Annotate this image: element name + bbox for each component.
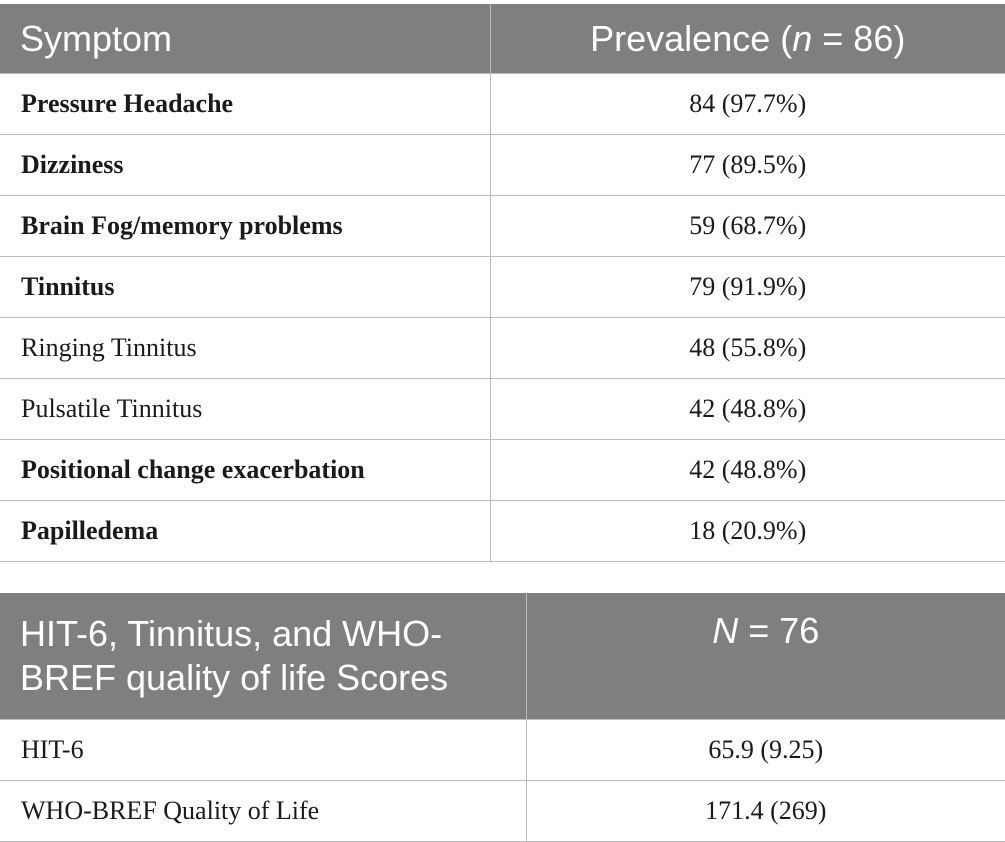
table-row: [0, 196, 1005, 257]
prevalence-value: 79 (91.9%): [490, 257, 1005, 318]
header-sample-size: [526, 593, 1005, 720]
symptom-label: Brain Fog/memory problems: [0, 196, 490, 257]
header-prevalence-suffix: = 86): [812, 17, 906, 59]
header-sample-size-n: N: [712, 610, 739, 651]
score-label: WHO-BREF Quality of Life: [0, 781, 526, 842]
table-row: [0, 440, 1005, 501]
prevalence-value: 84 (97.7%): [490, 74, 1005, 135]
header-prevalence-prefix: Prevalence (: [590, 17, 793, 59]
table-row: [0, 318, 1005, 379]
table-row: [0, 74, 1005, 135]
symptom-label: Tinnitus: [0, 257, 490, 318]
prevalence-value: 42 (48.8%): [490, 379, 1005, 440]
prevalence-value: 77 (89.5%): [490, 135, 1005, 196]
score-value: 171.4 (269): [526, 781, 1005, 842]
symptom-label: Positional change exacerbation: [0, 440, 490, 501]
header-prevalence-n: n: [792, 17, 813, 59]
prevalence-value: 18 (20.9%): [490, 501, 1005, 562]
symptom-label: Papilledema: [0, 501, 490, 562]
table-row: [0, 781, 1005, 842]
score-label: HIT-6: [0, 720, 526, 781]
table-row: [0, 379, 1005, 440]
header-prevalence: [490, 4, 1005, 74]
symptom-label: Pressure Headache: [0, 74, 490, 135]
table-header-row: [0, 4, 1005, 74]
score-value: 65.9 (9.25): [526, 720, 1005, 781]
table-row: [0, 257, 1005, 318]
prevalence-value: 59 (68.7%): [490, 196, 1005, 257]
header-scores: HIT-6, Tinnitus, and WHO-BREF quality of life Scores: [0, 593, 526, 720]
prevalence-value: 42 (48.8%): [490, 440, 1005, 501]
prevalence-value: 48 (55.8%): [490, 318, 1005, 379]
symptom-label: Pulsatile Tinnitus: [0, 379, 490, 440]
header-sample-size-suffix: = 76: [738, 610, 820, 651]
quality-of-life-scores-table: [0, 593, 1005, 842]
table-header-row: [0, 593, 1005, 720]
table-row: [0, 135, 1005, 196]
symptom-label: Dizziness: [0, 135, 490, 196]
symptom-prevalence-table: [0, 4, 1005, 562]
table-row: [0, 720, 1005, 781]
header-symptom: Symptom: [0, 4, 490, 74]
table-row: [0, 501, 1005, 562]
symptom-label: Ringing Tinnitus: [0, 318, 490, 379]
